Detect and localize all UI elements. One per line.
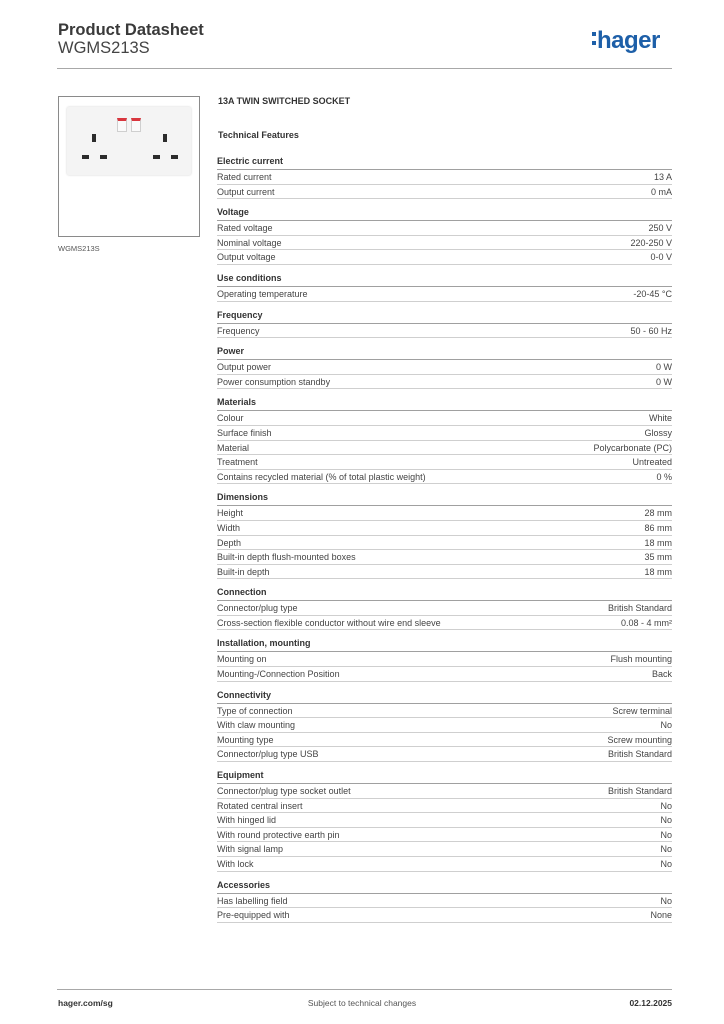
section-title: Use conditions bbox=[217, 271, 672, 287]
section-title: Connection bbox=[217, 585, 672, 601]
spec-label: Has labelling field bbox=[217, 895, 288, 906]
spec-label: Output current bbox=[217, 186, 275, 197]
spec-row bbox=[217, 441, 672, 456]
spec-row bbox=[217, 324, 672, 339]
spec-row bbox=[217, 185, 672, 200]
spec-row bbox=[217, 908, 672, 923]
logo-text: hager bbox=[597, 27, 660, 54]
spec-label: Output power bbox=[217, 362, 272, 373]
spec-row bbox=[217, 470, 672, 485]
spec-label: Built-in depth flush-mounted boxes bbox=[217, 552, 356, 563]
spec-value: -20-45 °C bbox=[633, 288, 672, 299]
spec-label: Material bbox=[217, 442, 250, 453]
product-image bbox=[58, 96, 200, 237]
spec-value: 50 - 60 Hz bbox=[630, 325, 672, 336]
spec-value: White bbox=[648, 413, 672, 424]
spec-row bbox=[217, 506, 672, 521]
spec-label: With signal lamp bbox=[217, 844, 284, 855]
hager-logo bbox=[592, 27, 660, 55]
spec-label: Cross-section flexible conductor without wire end sleeve bbox=[217, 617, 441, 628]
spec-row bbox=[217, 565, 672, 580]
spec-value: 18 mm bbox=[644, 537, 672, 548]
socket-plate-icon bbox=[67, 107, 191, 175]
technical-features-heading: Technical Features bbox=[218, 130, 299, 140]
spec-value: Untreated bbox=[632, 457, 672, 468]
spec-value: British Standard bbox=[607, 786, 672, 797]
spec-value: 0 W bbox=[655, 376, 672, 387]
spec-row bbox=[217, 894, 672, 909]
spec-label: With round protective earth pin bbox=[217, 829, 340, 840]
spec-section bbox=[217, 768, 672, 872]
pin-right-b-icon bbox=[171, 155, 178, 159]
spec-row bbox=[217, 455, 672, 470]
spec-row bbox=[217, 784, 672, 799]
spec-value: Flush mounting bbox=[610, 654, 672, 665]
spec-label: Connector/plug type socket outlet bbox=[217, 786, 351, 797]
spec-row bbox=[217, 747, 672, 762]
spec-row bbox=[217, 236, 672, 251]
footer-date: 02.12.2025 bbox=[629, 998, 672, 1008]
spec-row bbox=[217, 221, 672, 236]
spec-row bbox=[217, 704, 672, 719]
spec-label: Frequency bbox=[217, 325, 260, 336]
spec-row bbox=[217, 250, 672, 265]
section-title: Electric current bbox=[217, 154, 672, 170]
section-title: Equipment bbox=[217, 768, 672, 784]
spec-label: With hinged lid bbox=[217, 815, 277, 826]
spec-value: Polycarbonate (PC) bbox=[593, 442, 672, 453]
spec-label: Connector/plug type bbox=[217, 603, 298, 614]
footer-note: Subject to technical changes bbox=[307, 998, 417, 1008]
spec-value: 220-250 V bbox=[630, 237, 672, 248]
spec-label: Mounting on bbox=[217, 654, 267, 665]
spec-label: Output voltage bbox=[217, 252, 276, 263]
spec-row bbox=[217, 667, 672, 682]
spec-label: Nominal voltage bbox=[217, 237, 282, 248]
spec-label: Rated current bbox=[217, 172, 272, 182]
spec-value: No bbox=[660, 800, 672, 811]
spec-label: Colour bbox=[217, 413, 244, 424]
product-title: 13A TWIN SWITCHED SOCKET bbox=[218, 96, 351, 106]
spec-row bbox=[217, 170, 672, 185]
section-title: Accessories bbox=[217, 878, 672, 894]
spec-value: 0 mA bbox=[650, 186, 672, 197]
spec-value: 0 W bbox=[655, 362, 672, 373]
spec-label: With lock bbox=[217, 859, 254, 869]
spec-label: Built-in depth bbox=[217, 566, 270, 577]
section-title: Dimensions bbox=[217, 490, 672, 506]
footer-divider bbox=[57, 989, 672, 990]
spec-section bbox=[217, 205, 672, 265]
spec-section bbox=[217, 308, 672, 339]
product-code: WGMS213S bbox=[58, 39, 150, 57]
spec-label: Pre-equipped with bbox=[217, 910, 290, 921]
spec-value: 13 A bbox=[653, 172, 672, 182]
spec-label: With claw mounting bbox=[217, 720, 296, 731]
pin-left-a-icon bbox=[82, 155, 89, 159]
spec-value: 0 % bbox=[656, 471, 672, 482]
spec-section bbox=[217, 271, 672, 302]
spec-row bbox=[217, 375, 672, 390]
spec-label: Type of connection bbox=[217, 705, 293, 716]
section-title: Connectivity bbox=[217, 688, 672, 704]
spec-label: Operating temperature bbox=[217, 288, 308, 299]
spec-label: Height bbox=[217, 508, 244, 519]
spec-row bbox=[217, 733, 672, 748]
section-title: Materials bbox=[217, 395, 672, 411]
spec-value: British Standard bbox=[607, 749, 672, 760]
spec-row bbox=[217, 799, 672, 814]
spec-row bbox=[217, 521, 672, 536]
section-title: Installation, mounting bbox=[217, 636, 672, 652]
spec-section bbox=[217, 636, 672, 681]
spec-value: No bbox=[660, 815, 672, 826]
spec-value: No bbox=[660, 720, 672, 731]
spec-value: 28 mm bbox=[644, 508, 672, 519]
logo-dots-icon bbox=[592, 27, 596, 49]
earth-pin-left-icon bbox=[92, 134, 96, 142]
spec-row bbox=[217, 426, 672, 441]
spec-section bbox=[217, 490, 672, 579]
spec-row bbox=[217, 536, 672, 551]
pin-left-b-icon bbox=[100, 155, 107, 159]
spec-section bbox=[217, 688, 672, 762]
spec-section bbox=[217, 344, 672, 389]
spec-value: 86 mm bbox=[644, 522, 672, 533]
section-title: Voltage bbox=[217, 205, 672, 221]
spec-label: Width bbox=[217, 522, 241, 533]
spec-value: No bbox=[660, 829, 672, 840]
section-title: Frequency bbox=[217, 308, 672, 324]
spec-label: Contains recycled material (% of total plastic weight) bbox=[217, 471, 426, 482]
spec-row bbox=[217, 601, 672, 616]
spec-label: Rated voltage bbox=[217, 223, 273, 234]
spec-label: Connector/plug type USB bbox=[217, 749, 319, 760]
spec-row bbox=[217, 616, 672, 631]
spec-value: British Standard bbox=[607, 603, 672, 614]
spec-label: Surface finish bbox=[217, 427, 272, 438]
header-divider bbox=[57, 68, 672, 69]
spec-value: Screw mounting bbox=[607, 734, 672, 745]
spec-section bbox=[217, 878, 672, 923]
spec-value: 18 mm bbox=[644, 566, 672, 577]
spec-value: None bbox=[650, 910, 672, 921]
section-title: Power bbox=[217, 344, 672, 360]
spec-value: 250 V bbox=[648, 223, 672, 234]
spec-row bbox=[217, 411, 672, 426]
spec-value: 0.08 - 4 mm² bbox=[620, 617, 672, 628]
spec-value: Screw terminal bbox=[612, 705, 672, 716]
spec-value: Back bbox=[651, 669, 672, 680]
image-caption: WGMS213S bbox=[58, 244, 100, 253]
spec-row bbox=[217, 287, 672, 302]
spec-row bbox=[217, 550, 672, 565]
spec-value: Glossy bbox=[644, 427, 672, 438]
spec-row bbox=[217, 842, 672, 857]
spec-value: 0-0 V bbox=[650, 252, 672, 263]
spec-section bbox=[217, 154, 672, 199]
spec-row bbox=[217, 857, 672, 872]
spec-table bbox=[217, 154, 672, 929]
spec-value: No bbox=[660, 844, 672, 855]
spec-section bbox=[217, 585, 672, 630]
spec-value: No bbox=[660, 859, 672, 869]
spec-label: Mounting-/Connection Position bbox=[217, 669, 340, 680]
footer-website[interactable]: hager.com/sg bbox=[58, 998, 113, 1008]
switch-left-icon bbox=[117, 118, 127, 132]
spec-row bbox=[217, 652, 672, 667]
spec-row bbox=[217, 360, 672, 375]
spec-label: Rotated central insert bbox=[217, 800, 303, 811]
spec-row bbox=[217, 718, 672, 733]
spec-row bbox=[217, 828, 672, 843]
spec-label: Treatment bbox=[217, 457, 258, 468]
spec-section bbox=[217, 395, 672, 484]
switch-right-icon bbox=[131, 118, 141, 132]
earth-pin-right-icon bbox=[163, 134, 167, 142]
spec-label: Depth bbox=[217, 537, 242, 548]
page-title: Product Datasheet bbox=[58, 21, 204, 39]
spec-label: Mounting type bbox=[217, 734, 274, 745]
spec-value: 35 mm bbox=[644, 552, 672, 563]
spec-value: No bbox=[660, 895, 672, 906]
spec-label: Power consumption standby bbox=[217, 376, 331, 387]
pin-right-a-icon bbox=[153, 155, 160, 159]
spec-row bbox=[217, 813, 672, 828]
